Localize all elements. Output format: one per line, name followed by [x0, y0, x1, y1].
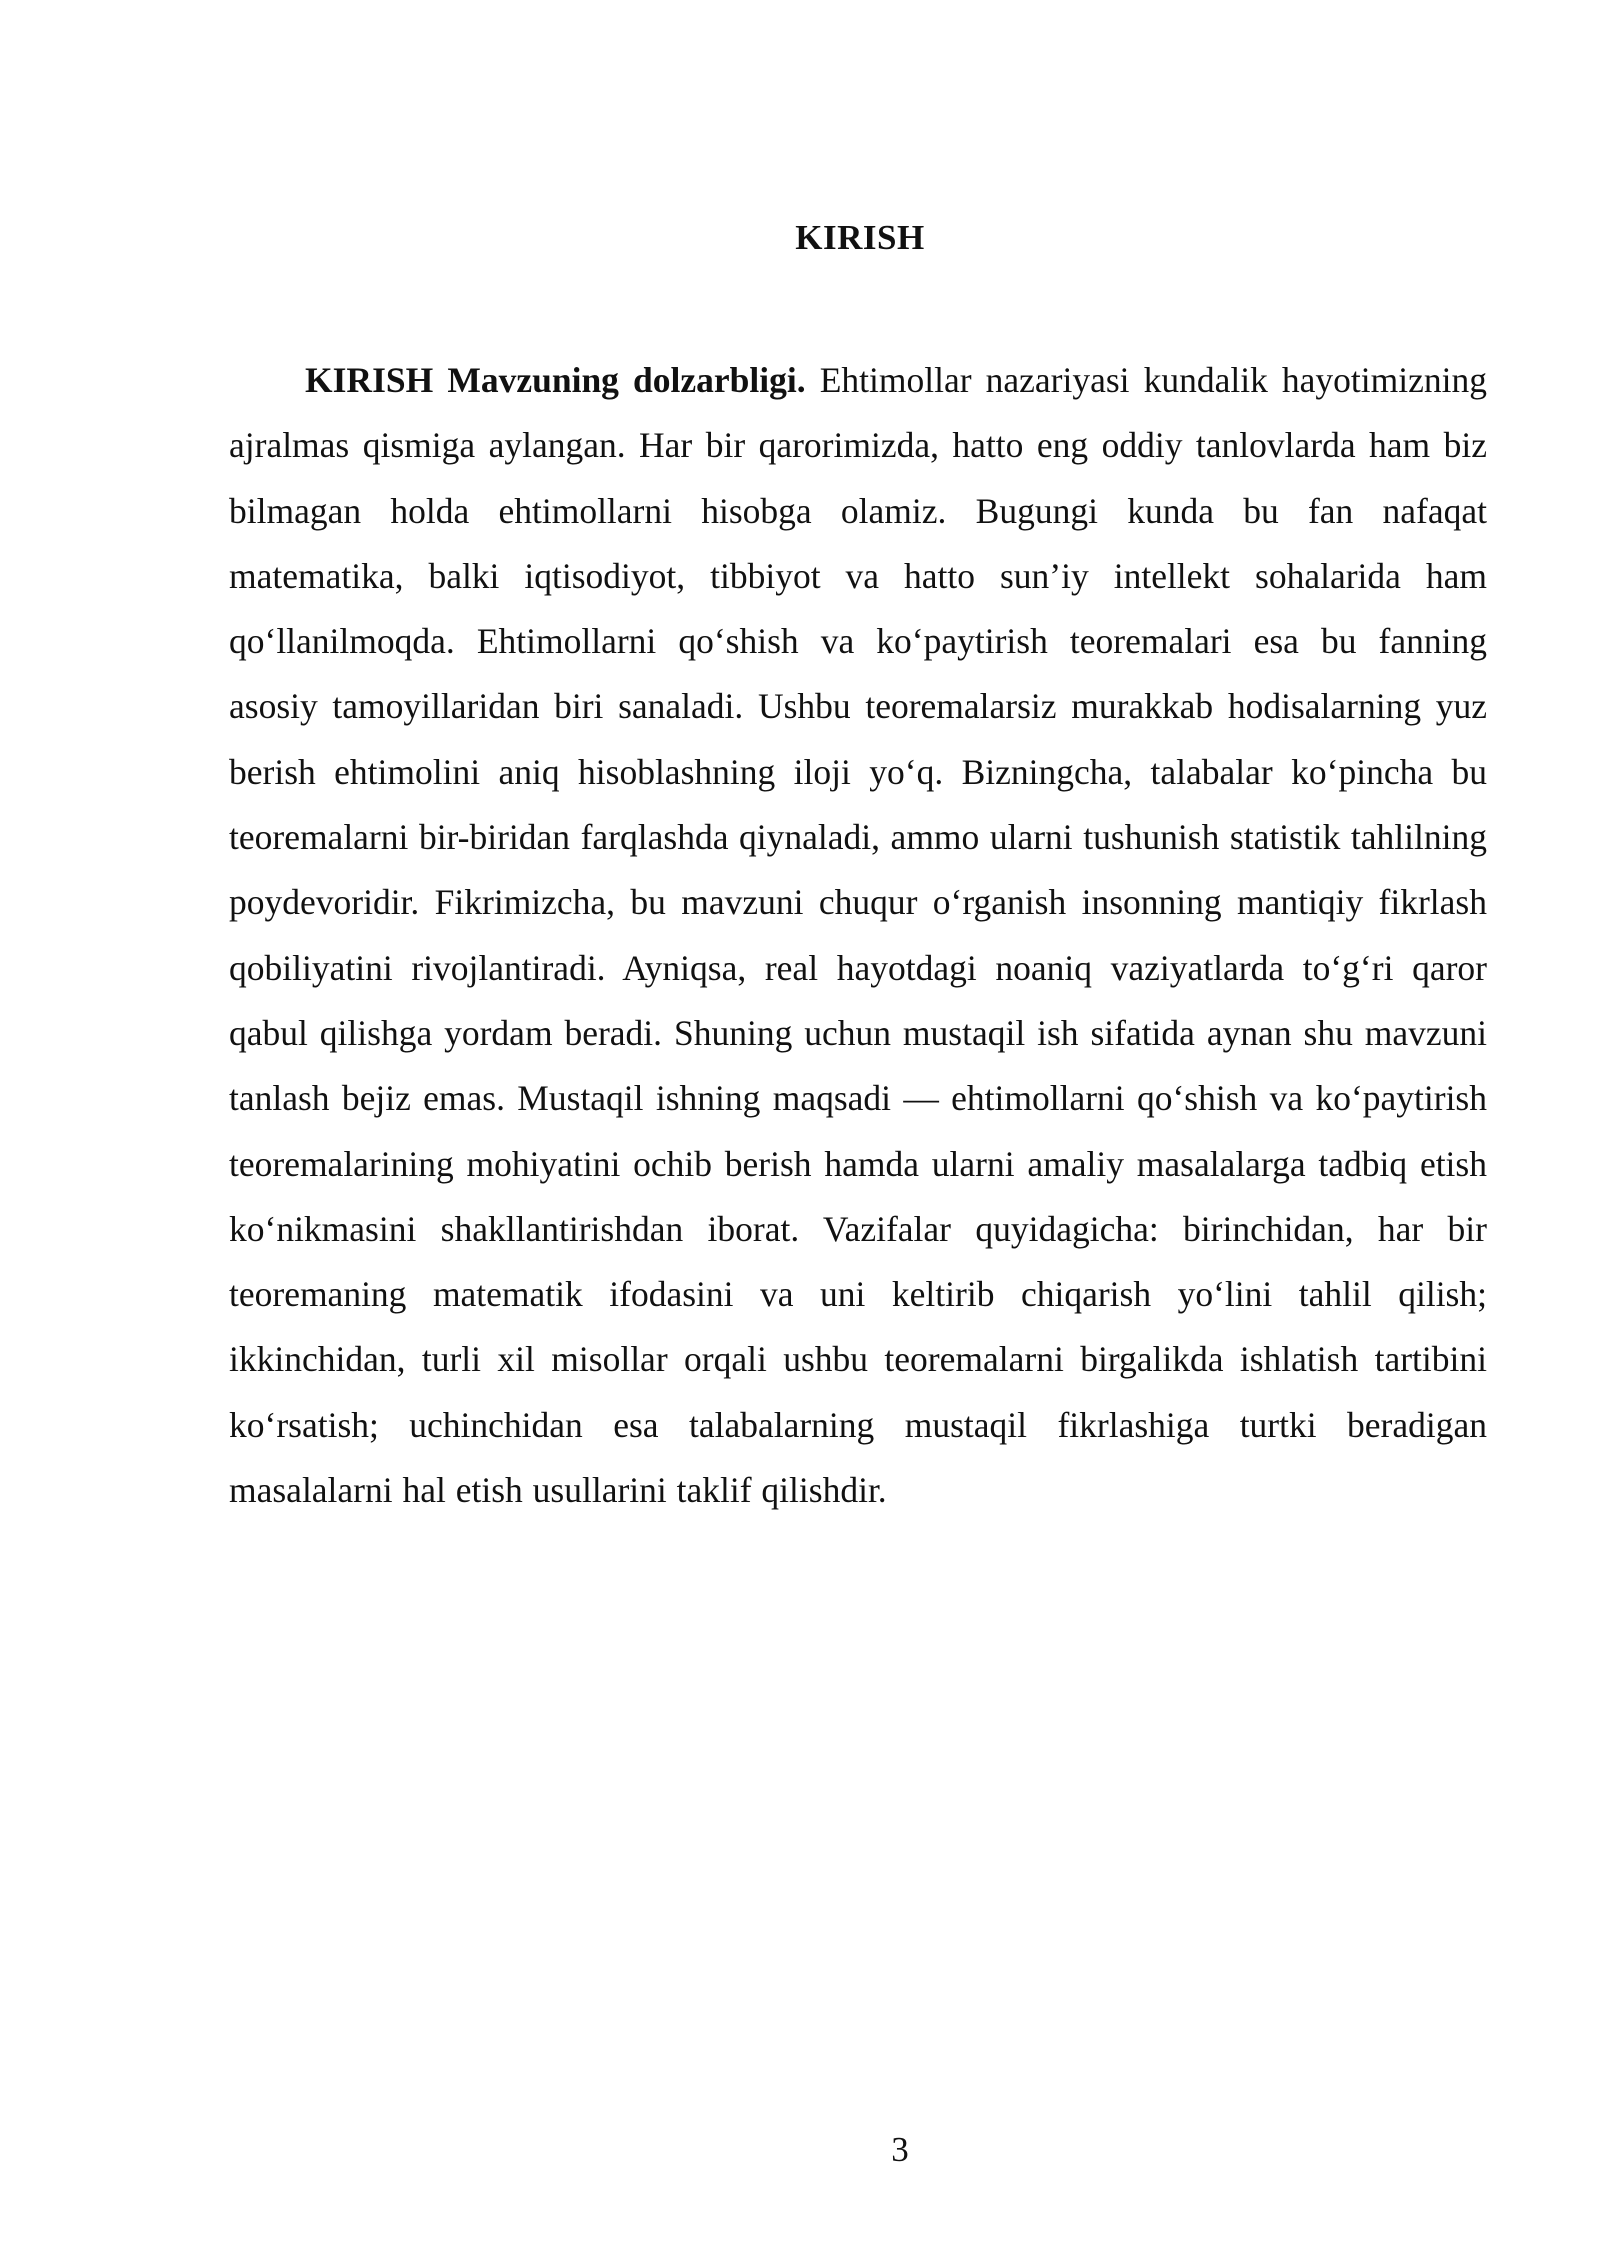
section-heading: KIRISH	[795, 218, 925, 257]
paragraph-text: Ehtimollar nazariyasi kundalik hayotimizning ajralmas qismiga aylangan. Har bir qarorimizda, hatto eng oddiy tanlovlarda ham biz bilmagan holda ehtimollarni hisobga olamiz. Bugungi kunda bu fan nafaqat matematika, balki iqtisodiyot, tibbiyot va hatto sun’iy intellekt sohalarida ham qo‘llanilmoqda. Ehtimollarni qo‘shish va ko‘paytirish teoremalari esa bu fanning asosiy tamoyillaridan biri sanaladi. Ushbu teoremalarsiz murakkab hodisalarning yuz berish ehtimolini aniq hisoblashning iloji yo‘q. Bizningcha, talabalar ko‘pincha bu teoremalarni bir-biridan farqlashda qiynaladi, ammo ularni tushunish statistik tahlilning poydevoridir. Fikrimizcha, bu mavzuni chuqur o‘rganish insonning mantiqiy fikrlash qobiliyatini rivojlantiradi. Ayniqsa, real hayotdagi noaniq vaziyatlarda to‘g‘ri qaror qabul qilishga yordam beradi. Shuning uchun mustaqil ish sifatida aynan shu mavzuni tanlash bejiz emas. Mustaqil ishning maqsadi — ehtimollarni qo‘shish va ko‘paytirish teoremalarining mohiyatini ochib berish hamda ularni amaliy masalalarga tadbiq etish ko‘nikmasini shakllantirishdan iborat. Vazifalar quyidagicha: birinchidan, har bir teoremaning matematik ifodasini va uni keltirib chiqarish yo‘lini tahlil qilish; ikkinchidan, turli xil misollar orqali ushbu teoremalarni birgalikda ishlatish tartibini ko‘rsatish; uchinchidan esa talabalarning mustaqil fikrlashiga turtki beradigan masalalarni hal etish usullarini taklif qilishdir.	[229, 360, 1488, 1511]
paragraph-lead: KIRISH Mavzuning dolzarbligi.	[305, 360, 806, 400]
page-number: 3	[891, 2130, 909, 2169]
intro-paragraph	[229, 348, 1487, 1523]
